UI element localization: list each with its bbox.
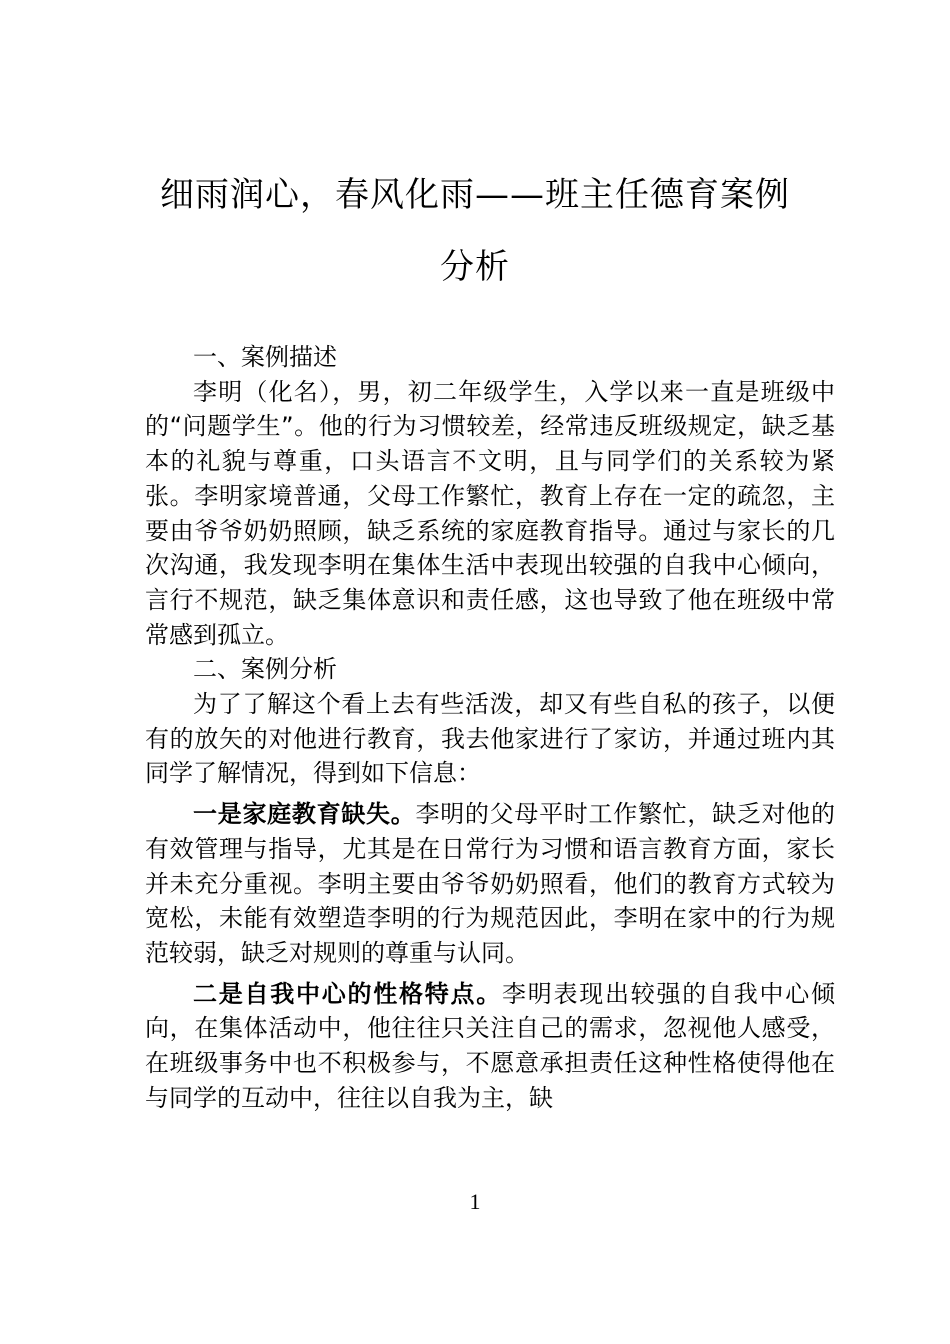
page-number: 1	[469, 1189, 481, 1214]
point-family-education-heading: 一是家庭教育缺失。	[193, 800, 416, 829]
paragraph-analysis-intro: 为了了解这个看上去有些活泼，却又有些自私的孩子，以便有的放矢的对他进行教育，我去他家进行了家访，并通过班内其同学了解情况，得到如下信息：	[145, 690, 835, 788]
paragraph-point-family-education	[145, 797, 835, 971]
point-self-centered-text: 李明表现出较强的自我中心倾向，在集体活动中，他往往只关注自己的需求，忽视他人感受，在班级事务中也不积极参与，不愿意承担责任这种性格使得他在与同学的互动中，往往以自我为主，缺	[145, 979, 835, 1112]
document-body	[145, 340, 835, 1115]
section-heading-case-description: 一、案例描述	[193, 343, 337, 371]
point-self-centered-heading: 二是自我中心的性格特点。	[193, 979, 502, 1008]
paragraph-point-self-centered	[145, 977, 835, 1116]
document-title-line-1: 细雨润心，春风化雨——班主任德育案例	[160, 175, 790, 215]
point-family-education-text: 李明的父母平时工作繁忙，缺乏对他的有效管理与指导，尤其是在日常行为习惯和语言教育方面，家长并未充分重视。李明主要由爷爷奶奶照看，他们的教育方式较为宽松，未能有效塑造李明的行为规范因此，李明在家中的行为规范较弱，缺乏对规则的尊重与认同。	[145, 800, 836, 967]
document-title-line-2: 分析	[440, 247, 510, 287]
paragraph-case-description: 李明（化名），男，初二年级学生，入学以来一直是班级中的“问题学生”。他的行为习惯较差，经常违反班级规定，缺乏基本的礼貌与尊重，口头语言不文明，且与同学们的关系较为紧张。李明家境普通，父母工作繁忙，教育上存在一定的疏忽，主要由爷爷奶奶照顾，缺乏系统的家庭教育指导。通过与家长的几次沟通，我发现李明在集体生活中表现出较强的自我中心倾向，言行不规范，缺乏集体意识和责任感，这也导致了他在班级中常常感到孤立。	[145, 377, 835, 649]
section-heading-case-analysis: 二、案例分析	[193, 655, 337, 684]
